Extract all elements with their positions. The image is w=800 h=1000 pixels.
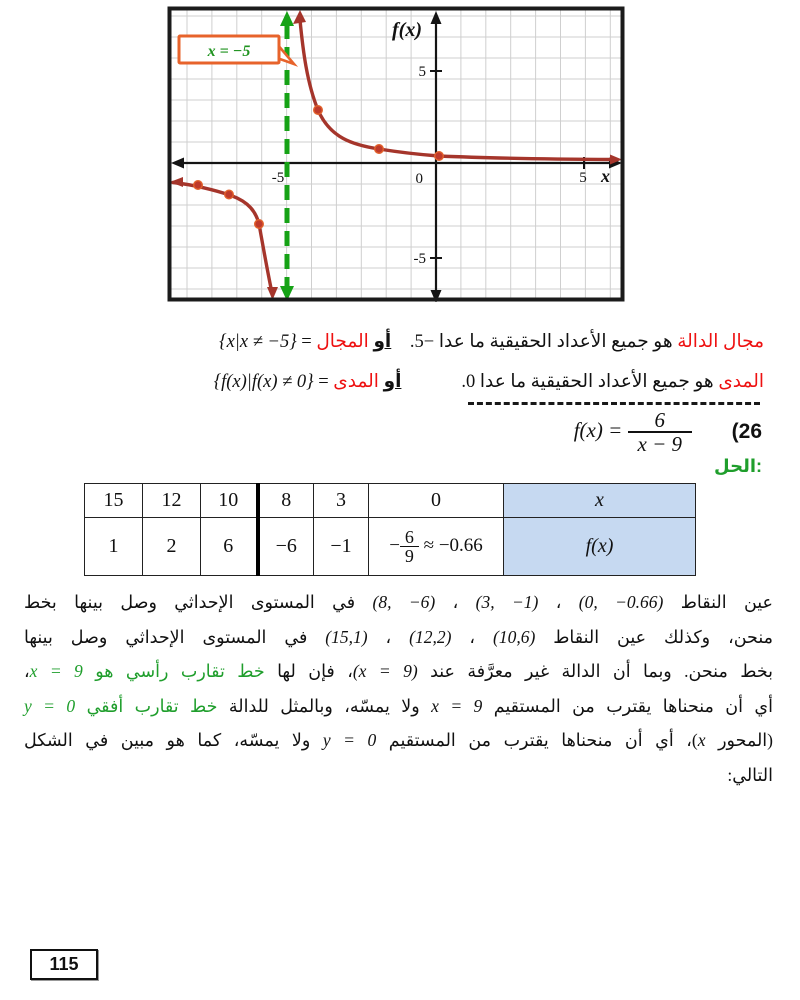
tfrac-num: 6	[404, 527, 414, 547]
x-tick-neg5-label: -5	[271, 170, 285, 186]
y-tick-neg5-label: -5	[413, 251, 426, 267]
header-3: 3	[314, 484, 369, 518]
segment-math: (0, −0.66)	[578, 592, 664, 612]
segment-t: هو جميع الأعداد الحقيقية ما عدا −5.	[405, 332, 678, 352]
segment-t: التالي:	[727, 764, 773, 785]
segment-math: (8, −6)	[372, 592, 436, 612]
paragraph-line-5	[24, 723, 773, 758]
domain-range-section	[40, 322, 764, 402]
segment-t: منحن، وكذلك عين النقاط	[535, 626, 773, 647]
segment-red: المجال	[311, 332, 374, 352]
segment-t: ، فإن لها	[264, 661, 353, 681]
segment-math: x = 9	[431, 695, 483, 716]
page-number-box	[30, 949, 98, 980]
table-value-row	[85, 518, 696, 576]
y-tick-5-label: 5	[418, 64, 426, 80]
segment-t: ،	[538, 592, 579, 612]
point-(-7,-3)	[255, 220, 264, 229]
fraction-stack	[400, 528, 419, 565]
point-(-4,3)	[314, 106, 323, 115]
point-(-10,-1)	[194, 181, 203, 190]
segment-t: هو جميع الأعداد الحقيقية ما عدا 0.	[461, 372, 719, 392]
formula-fraction	[628, 409, 693, 455]
paragraph-line-1	[24, 585, 773, 620]
segment-t: أي أن منحناها يقترب من المستقيم	[482, 695, 773, 716]
explanation-paragraph	[24, 585, 773, 792]
segment-or: أو	[373, 332, 392, 352]
segment-or: أو	[383, 372, 402, 392]
segment-red: مجال الدالة	[677, 332, 764, 352]
fraction-value	[389, 527, 483, 566]
header-x: x	[504, 484, 696, 518]
paragraph-line-4	[24, 689, 773, 724]
paragraph-line-6	[24, 758, 773, 793]
row-label-fx: f(x)	[504, 518, 696, 576]
fraction-sign: −	[389, 534, 400, 556]
domain-line	[40, 322, 764, 362]
header-0: 0	[369, 484, 504, 518]
segment-mathg: y = 0	[24, 695, 76, 716]
x-axis-title: x	[601, 166, 610, 186]
segment-t: ولا يمسّه، وبالمثل للدالة	[217, 695, 432, 716]
segment-t: =	[313, 372, 329, 392]
header-15: 15	[85, 484, 143, 518]
segment-t: في المستوى الإحداثي وصل بينها	[24, 626, 326, 647]
point-(0,0.5)	[435, 152, 444, 161]
x-tick-0-label: 0	[415, 171, 423, 187]
problem-number: (26	[731, 420, 762, 443]
paragraph-line-2	[24, 620, 773, 655]
function-graph	[167, 6, 625, 302]
fraction-denominator: x − 9	[628, 431, 693, 455]
value-table	[84, 483, 696, 576]
solution-label: الحل:	[714, 456, 762, 476]
point-(-9,-1.5)	[225, 190, 234, 199]
header-8: 8	[258, 484, 314, 518]
segment-t: ،	[435, 592, 476, 612]
segment-math: {x|x ≠ −5}	[219, 332, 297, 352]
segment-red: المدى	[328, 372, 384, 392]
fraction-approx: ≈ −0.66	[418, 534, 483, 556]
segment-t: )، أي أن منحناها يقترب من المستقيم	[376, 730, 698, 750]
y-axis-title: f(x)	[392, 19, 422, 41]
formula-lhs: f(x) =	[573, 417, 623, 442]
value-at-15: 1	[85, 518, 143, 576]
segment-t: ،	[24, 661, 30, 681]
segment-t: عين النقاط	[663, 592, 773, 612]
segment-math: (3, −1)	[475, 592, 539, 612]
fraction-numerator: 6	[654, 408, 665, 432]
header-10: 10	[201, 484, 258, 518]
paragraph-line-3	[24, 654, 773, 689]
value-at-12: 2	[143, 518, 201, 576]
header-12: 12	[143, 484, 201, 518]
segment-math: (12,2)	[409, 626, 452, 647]
segment-math: (15,1)	[325, 626, 368, 647]
segment-mathg: x = 9	[29, 661, 83, 681]
x-tick-5-label: 5	[579, 170, 587, 186]
segment-math: (x = 9)	[352, 661, 418, 681]
point-(-2,1)	[375, 145, 384, 154]
asymptote-callout-label: x = −5	[207, 43, 251, 60]
dashed-separator	[468, 402, 760, 405]
value-at-8: −6	[258, 518, 314, 576]
segment-red: المدى	[718, 372, 764, 392]
segment-math: x	[697, 730, 706, 750]
segment-green: خط تقارب رأسي هو	[82, 661, 265, 681]
segment-math: y = 0	[322, 730, 377, 750]
segment-t: ولا يمسّه، كما هو مبين في الشكل	[24, 730, 323, 750]
tfrac-den: 9	[400, 546, 419, 565]
segment-t: في المستوى الإحداثي وصل بينها بخط	[24, 592, 373, 612]
problem-formula	[574, 409, 692, 455]
segment-green: خط تقارب أفقي	[75, 695, 218, 716]
segment-math: {f(x)|f(x) ≠ 0}	[213, 372, 314, 392]
segment-t: ،	[451, 626, 493, 647]
segment-math: (10,6)	[493, 626, 536, 647]
value-at-3: −1	[314, 518, 369, 576]
segment-t: (المحور	[705, 730, 774, 750]
value-at-10: 6	[201, 518, 258, 576]
value-at-0	[369, 518, 504, 576]
table-header-row	[85, 484, 696, 518]
segment-t: بخط منحن. وبما أن الدالة غير معرَّفة عند	[417, 661, 774, 681]
segment-t: ،	[367, 626, 410, 647]
range-line	[40, 362, 764, 402]
segment-t: =	[296, 332, 312, 352]
page-number: 115	[49, 954, 79, 974]
